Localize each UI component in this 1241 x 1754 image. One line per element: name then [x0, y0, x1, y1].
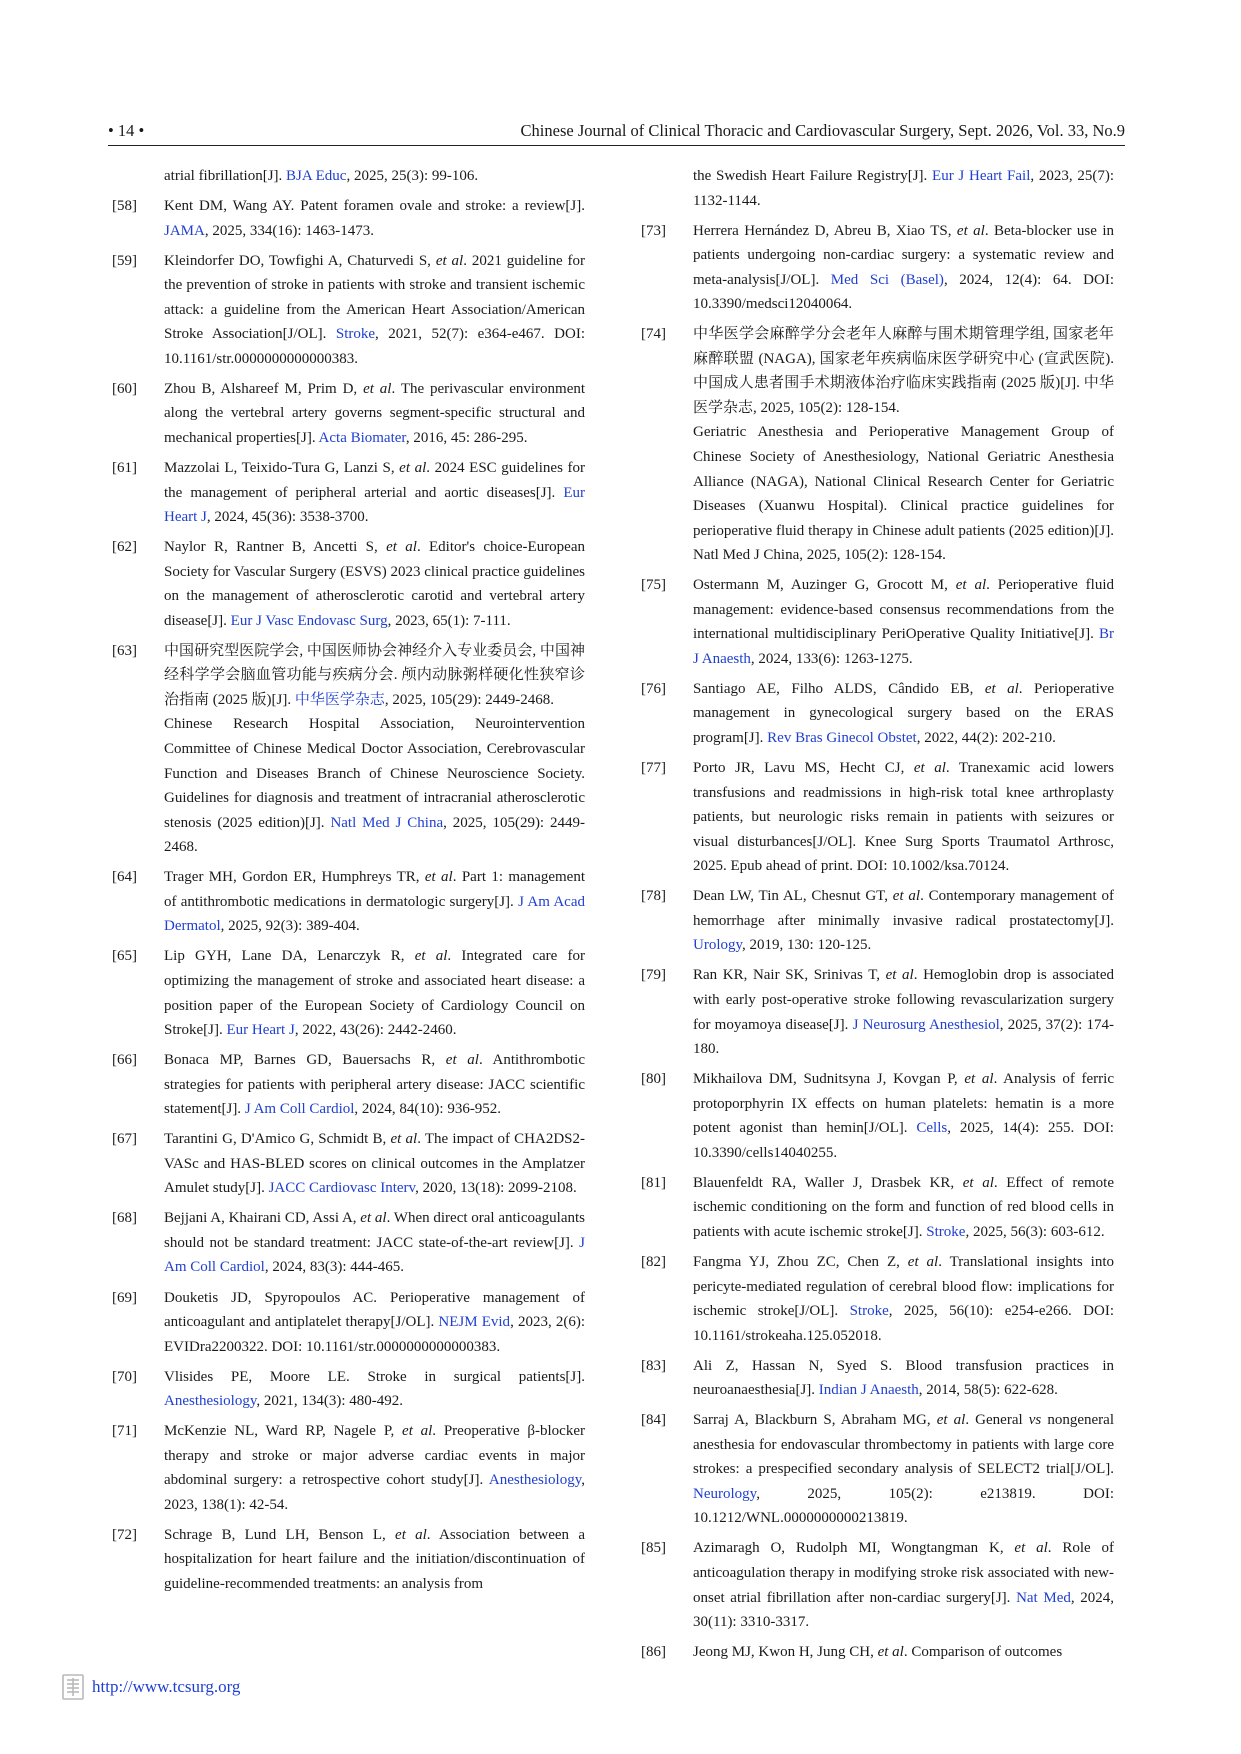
reference-text: . Effect of remote ischemic conditioning on the form and function of red blood cells in patients with acute ischemic stroke[J].: [693, 1174, 1114, 1240]
reference-item: [637, 573, 1114, 671]
journal-link[interactable]: Rev Bras Ginecol Obstet: [767, 730, 917, 747]
reference-item: [108, 1523, 585, 1597]
reference-text: Trager MH, Gordon ER, Humphreys TR,: [164, 869, 425, 886]
et-al-text: et al: [360, 1210, 387, 1227]
journal-link[interactable]: Stroke: [335, 326, 376, 343]
reference-body: [164, 1365, 585, 1414]
reference-text: . Editor's choice-European Society for Vascular Surgery (ESVS) 2023 clinical practice guidelines on the management of atherosclerotic carotid and vertebral artery disease[J].: [164, 539, 586, 629]
et-al-text: et al: [386, 539, 417, 556]
reference-text: Ali Z, Hassan N, Syed S. Blood transfusion practices in neuroanaesthesia[J].: [693, 1357, 1114, 1399]
reference-text: Herrera Hernández D, Abreu B, Xiao TS,: [693, 222, 957, 239]
reference-number: [67]: [112, 1131, 137, 1148]
journal-link[interactable]: J Am Acad Dermatol: [164, 893, 585, 935]
reference-text: . Analysis of ferric protoporphyrin IX effects on human platelets: hematin is a more potent agonist than hemin[J/OL].: [693, 1071, 1115, 1137]
reference-text: the Swedish Heart Failure Registry[J].: [693, 168, 933, 184]
reference-text: Mazzolai L, Teixido-Tura G, Lanzi S,: [164, 460, 400, 477]
reference-body: [693, 322, 1114, 420]
reference-number: [60]: [112, 380, 137, 397]
journal-link[interactable]: NEJM Evid: [438, 1314, 511, 1331]
reference-text: . Antithrombotic strategies for patients with peripheral artery disease: JACC scientific statement[J].: [164, 1052, 586, 1118]
reference-text: Zhou B, Alshareef M, Prim D,: [164, 380, 364, 397]
reference-body: [693, 756, 1114, 879]
reference-text: nongeneral anesthesia for endovascular thrombectomy in patients with large core strokes: a prespecified secondary analysis of SELECT2 trial[J/OL].: [693, 1412, 1114, 1478]
et-al-text: vs: [1028, 1412, 1042, 1429]
journal-link[interactable]: J Neurosurg Anesthesiol: [852, 1016, 1000, 1033]
reference-number: [72]: [112, 1526, 137, 1543]
journal-link[interactable]: J Am Coll Cardiol: [244, 1101, 355, 1118]
journal-link[interactable]: Indian J Anaesth: [818, 1382, 919, 1399]
reference-body: [693, 1408, 1114, 1531]
reference-number: [82]: [641, 1253, 666, 1270]
reference-text: , 2024, 84(10): 936-952.: [354, 1101, 502, 1118]
reference-item: [637, 1408, 1114, 1531]
reference-text: . Association between a hospitalization for heart failure and the initiation/discontinuation of guideline-recommended treatments: an analysis from: [164, 1526, 585, 1593]
reference-column-right: [637, 164, 1114, 1670]
reference-text: Bonaca MP, Barnes GD, Bauersachs R,: [164, 1052, 446, 1069]
et-al-text: et al: [390, 1131, 418, 1148]
et-al-text: et al: [445, 1052, 479, 1069]
reference-item: [637, 963, 1114, 1061]
reference-item: [637, 1171, 1114, 1245]
reference-text: , 2022, 43(26): 2442-2460.: [294, 1022, 457, 1039]
et-al-text: et al: [956, 222, 985, 239]
reference-text: . 2024 ESC guidelines for the management of peripheral arterial and aortic diseases[J].: [164, 460, 585, 501]
et-al-text: et al: [964, 1071, 994, 1088]
reference-text: , 2020, 13(18): 2099-2108.: [415, 1180, 577, 1197]
journal-link[interactable]: J Am Coll Cardiol: [164, 1234, 585, 1276]
et-al-text: et al: [435, 252, 464, 269]
reference-text: , 2025, 92(3): 389-404.: [220, 918, 360, 935]
reference-text: , 2025, 56(10): e254-e266. DOI: 10.1161/strokeaha.125.052018.: [693, 1303, 1115, 1344]
reference-number: [64]: [112, 869, 137, 886]
reference-text: , 2021, 134(3): 480-492.: [256, 1393, 404, 1410]
reference-text: , 2025, 56(3): 603-612.: [965, 1223, 1105, 1240]
reference-text: Kent DM, Wang AY. Patent foramen ovale and stroke: a review[J].: [164, 198, 585, 215]
reference-text: 中国研究型医院学会, 中国医师协会神经介入专业委员会, 中国神经科学学会脑血管功能与疾病分会. 颅内动脉粥样硬化性狭窄诊治指南 (2025 版)[J].: [164, 642, 585, 708]
reference-text: . Comparison of outcomes: [903, 1644, 1063, 1661]
reference-text: . Contemporary management of hemorrhage after minimally invasive radical prostatectomy[J].: [693, 888, 1114, 929]
reference-body: [164, 1048, 585, 1122]
reference-text: , 2024, 30(11): 3310-3317.: [693, 1589, 1115, 1631]
reference-text: Jeong MJ, Kwon H, Jung CH,: [693, 1644, 878, 1661]
reference-item: [108, 639, 585, 860]
journal-link[interactable]: JACC Cardiovasc Interv: [268, 1180, 416, 1197]
page-footer: [60, 1672, 240, 1702]
reference-item: [108, 865, 585, 939]
reference-body: [164, 194, 585, 243]
journal-link[interactable]: Anesthesiology: [164, 1393, 257, 1410]
reference-text: Naylor R, Rantner B, Ancetti S,: [164, 539, 387, 556]
reference-text: , 2014, 58(5): 622-628.: [918, 1382, 1058, 1399]
et-al-text: et al: [913, 760, 946, 777]
et-al-text: et al: [907, 1253, 939, 1270]
et-al-text: et al: [402, 1423, 433, 1440]
journal-link[interactable]: Stroke: [926, 1223, 966, 1240]
page-number: • 14 •: [108, 121, 145, 140]
reference-text: . Beta-blocker use in patients undergoing non-cardiac surgery: a systematic review and meta-analysis[J/OL].: [693, 222, 1115, 288]
reference-body: [693, 884, 1114, 958]
reference-body: [164, 249, 585, 372]
reference-body: [164, 164, 585, 189]
journal-link[interactable]: Eur Heart J: [164, 484, 585, 526]
reference-text: 中华医学会麻醉学分会老年人麻醉与围术期管理学组, 国家老年麻醉联盟 (NAGA), 国家老年疾病临床医学研究中心 (宣武医院). 中国成人患者围手术期液体治疗临床实践指南 (2025 版)[J]. 中华医学杂志, 2025, 105(2): 128-154.: [693, 326, 1114, 416]
journal-link[interactable]: JAMA: [164, 222, 205, 239]
reference-item: [637, 756, 1114, 879]
reference-body: [164, 456, 585, 530]
reference-number: [58]: [112, 198, 137, 215]
journal-citation: Chinese Journal of Clinical Thoracic and Cardiovascular Surgery, Sept. 2026, Vol. 33, No.9: [520, 121, 1125, 140]
reference-number: [78]: [641, 888, 666, 905]
reference-number: [70]: [112, 1368, 137, 1385]
reference-item: [108, 1365, 585, 1414]
reference-text: . General: [965, 1412, 1029, 1429]
reference-body: [693, 963, 1114, 1061]
journal-link[interactable]: Neurology: [693, 1485, 757, 1502]
reference-text: Fangma YJ, Zhou ZC, Chen Z,: [693, 1253, 908, 1270]
reference-body: [164, 377, 585, 451]
reference-item: [637, 1640, 1114, 1665]
reference-body: [164, 639, 585, 713]
et-al-text: et al: [885, 967, 914, 984]
reference-number: [77]: [641, 760, 666, 777]
reference-item: [637, 1354, 1114, 1403]
et-al-text: et al: [414, 948, 448, 965]
et-al-text: et al: [395, 1526, 427, 1543]
reference-item: [108, 164, 585, 189]
reference-item: [108, 1048, 585, 1122]
journal-link[interactable]: Stroke: [849, 1303, 889, 1320]
reference-item: [108, 535, 585, 633]
journal-link[interactable]: Anesthesiology: [488, 1472, 582, 1489]
reference-number: [80]: [641, 1071, 666, 1088]
reference-text: , 2023, 65(1): 7-111.: [387, 612, 511, 629]
reference-body: [164, 1127, 585, 1201]
reference-text: Douketis JD, Spyropoulos AC. Perioperative management of anticoagulant and antiplatelet therapy[J/OL].: [164, 1289, 585, 1331]
journal-link[interactable]: Cells: [916, 1120, 948, 1137]
reference-body: [164, 1523, 585, 1597]
reference-text: Lip GYH, Lane DA, Lenarczyk R,: [164, 948, 415, 965]
et-al-text: et al: [424, 869, 453, 886]
reference-text: , 2025, 37(2): 174-180.: [693, 1016, 1114, 1058]
reference-number: [66]: [112, 1052, 137, 1069]
reference-item: [637, 1536, 1114, 1634]
et-al-text: et al: [1014, 1540, 1048, 1557]
journal-link[interactable]: Natl Med J China: [330, 814, 444, 831]
reference-number: [75]: [641, 577, 666, 594]
reference-text: , 2024, 12(4): 64. DOI: 10.3390/medsci12040064.: [693, 271, 1114, 313]
et-al-text: et al: [955, 577, 987, 594]
reference-text: Chinese Research Hospital Association, Neurointervention Committee of Chinese Medical Doctor Association, Cerebrovascular Function and Diseases Branch of Chinese Neuroscience Society. Guidelines for diagnosis and treatment of intracranial atherosclerotic stenosis (2025 edition)[J].: [164, 716, 585, 831]
et-al-text: et al: [962, 1174, 994, 1191]
running-header: [108, 119, 1125, 141]
reference-text: , 2023, 25(7): 1132-1144.: [693, 168, 1114, 209]
reference-text: , 2024, 133(6): 1263-1275.: [750, 650, 913, 667]
reference-number: [68]: [112, 1210, 137, 1227]
reference-text: Mikhailova DM, Sudnitsyna J, Kovgan P,: [693, 1071, 965, 1088]
reference-text: . The impact of CHA2DS2-VASc and HAS-BLED scores on clinical outcomes in the Amplatzer Amulet study[J].: [164, 1131, 586, 1197]
reference-text: . Tranexamic acid lowers transfusions and readmissions in high-risk total knee arthroplasty patients, but neurologic risks remain in patients with seizures or visual disturbances[J/OL]. Knee Surg Sports Traumatol Arthrosc, 2025. Epub ahead of print. DOI: 10.1002/ksa.70124.: [693, 760, 1114, 875]
reference-number: [86]: [641, 1644, 666, 1661]
reference-text: , 2021, 52(7): e364-e467. DOI: 10.1161/str.0000000000000383.: [164, 326, 585, 367]
reference-number: [83]: [641, 1357, 666, 1374]
reference-text: , 2025, 105(29): 2449-2468.: [164, 814, 585, 856]
reference-text: , 2023, 138(1): 42-54.: [164, 1472, 585, 1513]
reference-body: [164, 1286, 585, 1360]
reference-number: [63]: [112, 642, 137, 659]
reference-text: , 2025, 25(3): 99-106.: [346, 168, 479, 184]
reference-item: [108, 1127, 585, 1201]
reference-text: , 2025, 14(4): 255. DOI: 10.3390/cells14040255.: [693, 1120, 1114, 1161]
reference-text: Santiago AE, Filho ALDS, Cândido EB,: [693, 680, 985, 697]
reference-item: [108, 1286, 585, 1360]
reference-text: . 2021 guideline for the prevention of stroke in patients with stroke and transient ischemic attack: a guideline from the American Heart Association/American Stroke Association[J/OL].: [164, 252, 586, 343]
reference-body: [693, 677, 1114, 751]
reference-text: , 2022, 44(2): 202-210.: [916, 730, 1056, 747]
reference-number: [59]: [112, 252, 137, 269]
reference-body: [693, 1067, 1114, 1165]
journal-link[interactable]: Eur Heart J: [226, 1022, 295, 1039]
reference-number: [65]: [112, 948, 137, 965]
reference-translation: [693, 420, 1114, 567]
reference-text: Bejjani A, Khairani CD, Assi A,: [164, 1210, 361, 1227]
reference-item: [637, 677, 1114, 751]
reference-translation: [164, 712, 585, 859]
journal-link[interactable]: Acta Biomater: [318, 429, 406, 446]
reference-text: McKenzie NL, Ward RP, Nagele P,: [164, 1423, 403, 1440]
reference-body: [693, 164, 1114, 213]
et-al-text: et al: [399, 460, 427, 477]
reference-item: [637, 884, 1114, 958]
journal-link[interactable]: Br J Anaesth: [693, 626, 1114, 667]
et-al-text: et al: [936, 1412, 966, 1429]
reference-body: [164, 1206, 585, 1280]
reference-body: [693, 1536, 1114, 1634]
reference-item: [637, 219, 1114, 317]
reference-text: Ostermann M, Auzinger G, Grocott M,: [693, 577, 956, 594]
reference-text: . When direct oral anticoagulants should not be standard treatment: JACC state-of-the-art review[J].: [164, 1210, 585, 1251]
journal-link[interactable]: 中华医学杂志: [294, 691, 385, 708]
reference-item: [108, 249, 585, 372]
reference-text: . Preoperative β-blocker therapy and stroke or major adverse cardiac events in major abdominal surgery: a retrospective cohort study[J].: [164, 1423, 585, 1489]
reference-body: [693, 1250, 1114, 1348]
reference-text: . Role of anticoagulation therapy in modifying stroke risk associated with new-onset atrial fibrillation after non-cardiac surgery[J].: [693, 1540, 1114, 1606]
reference-text: , 2025, 105(2): e213819. DOI: 10.1212/WNL.0000000000213819.: [693, 1485, 1114, 1527]
reference-text: . Translational insights into pericyte-mediated regulation of cerebral blood flow: implications for ischemic stroke[J/OL].: [693, 1253, 1115, 1320]
journal-url-link[interactable]: http://www.tcsurg.org: [92, 1677, 241, 1696]
reference-text: , 2024, 83(3): 444-465.: [264, 1259, 404, 1276]
reference-text: Azimaragh O, Rudolph MI, Wongtangman K,: [693, 1540, 1015, 1557]
reference-number: [62]: [112, 539, 137, 556]
reference-number: [74]: [641, 326, 666, 343]
reference-body: [693, 1171, 1114, 1245]
reference-text: . The perivascular environment along the vertebral artery governs segment-specific structural and mechanical properties[J].: [164, 380, 586, 446]
reference-text: Tarantini G, D'Amico G, Schmidt B,: [164, 1131, 391, 1148]
reference-item: [108, 1419, 585, 1517]
reference-text: . Perioperative fluid management: evidence-based consensus recommendations from the international multidisciplinary PeriOperative Quality Initiative[J].: [693, 577, 1114, 643]
journal-link[interactable]: BJA Educ: [286, 168, 347, 184]
reference-body: [164, 535, 585, 633]
reference-item: [637, 1067, 1114, 1165]
reference-item: [108, 944, 585, 1042]
reference-item: [637, 1250, 1114, 1348]
reference-body: [693, 573, 1114, 671]
reference-item: [637, 322, 1114, 567]
reference-number: [69]: [112, 1289, 137, 1306]
reference-body: [693, 1354, 1114, 1403]
reference-number: [84]: [641, 1412, 666, 1429]
reference-number: [73]: [641, 222, 666, 239]
journal-link[interactable]: Med Sci (Basel): [830, 271, 944, 288]
reference-text: Vlisides PE, Moore LE. Stroke in surgical patients[J].: [164, 1368, 585, 1385]
et-al-text: et al: [363, 380, 392, 397]
reference-number: [85]: [641, 1540, 666, 1557]
reference-text: , 2016, 45: 286-295.: [405, 429, 528, 446]
reference-body: [164, 865, 585, 939]
reference-text: Ran KR, Nair SK, Srinivas T,: [693, 967, 886, 984]
journal-link[interactable]: Eur J Vasc Endovasc Surg: [230, 612, 388, 629]
reference-item: [108, 194, 585, 243]
reference-text: Porto JR, Lavu MS, Hecht CJ,: [693, 760, 914, 777]
reference-number: [76]: [641, 680, 666, 697]
reference-text: , 2025, 334(16): 1463-1473.: [204, 222, 374, 239]
reference-text: , 2025, 105(29): 2449-2468.: [384, 691, 554, 708]
journal-link[interactable]: Eur J Heart Fail: [932, 168, 1031, 184]
reference-text: Sarraj A, Blackburn S, Abraham MG,: [693, 1412, 937, 1429]
journal-logo-icon: [60, 1672, 86, 1702]
reference-body: [693, 219, 1114, 317]
et-al-text: et al: [984, 680, 1019, 697]
reference-body: [164, 944, 585, 1042]
journal-link[interactable]: Urology: [693, 937, 743, 954]
reference-text: Dean LW, Tin AL, Chesnut GT,: [693, 888, 893, 905]
et-al-text: et al: [892, 888, 921, 905]
reference-item: [108, 456, 585, 530]
reference-text: . Integrated care for optimizing the management of stroke and associated heart disease: a position paper of the European Society of Cardiology Council on Stroke[J].: [164, 948, 586, 1039]
reference-text: Kleindorfer DO, Towfighi A, Chaturvedi S,: [164, 252, 436, 269]
reference-body: [693, 1640, 1114, 1665]
reference-text: , 2019, 130: 120-125.: [742, 937, 872, 954]
reference-text: atrial fibrillation[J].: [164, 168, 287, 184]
reference-number: [81]: [641, 1174, 666, 1191]
reference-text: , 2024, 45(36): 3538-3700.: [206, 509, 369, 526]
reference-number: [71]: [112, 1423, 137, 1440]
reference-item: [108, 377, 585, 451]
reference-number: [79]: [641, 967, 666, 984]
reference-item: [637, 164, 1114, 213]
reference-text: . Perioperative management in gynecological surgery based on the ERAS program[J].: [693, 680, 1114, 747]
header-divider: [108, 145, 1125, 146]
reference-item: [108, 1206, 585, 1280]
reference-number: [61]: [112, 460, 137, 477]
et-al-text: et al: [877, 1644, 904, 1661]
reference-text: Schrage B, Lund LH, Benson L,: [164, 1526, 396, 1543]
reference-text: . Hemoglobin drop is associated with early post-operative stroke following revascularization surgery for moyamoya disease[J].: [693, 967, 1114, 1033]
reference-text: . Part 1: management of antithrombotic medications in dermatologic surgery[J].: [164, 869, 586, 910]
reference-column-left: [108, 164, 585, 1602]
reference-text: Blauenfeldt RA, Waller J, Drasbek KR,: [693, 1174, 963, 1191]
reference-text: Geriatric Anesthesia and Perioperative Management Group of Chinese Society of Anesthesiology, National Geriatric Anesthesia Alliance (NAGA), National Clinical Research Center for Geriatric Diseases (Xuanwu Hospital). Clinical practice guidelines for perioperative fluid therapy in Chinese adult patients (2025 edition)[J]. Natl Med J China, 2025, 105(2): 128-154.: [693, 424, 1114, 564]
journal-link[interactable]: Nat Med: [1016, 1589, 1071, 1606]
reference-body: [164, 1419, 585, 1517]
reference-text: , 2023, 2(6): EVIDra2200322. DOI: 10.1161/str.0000000000000383.: [164, 1314, 586, 1355]
